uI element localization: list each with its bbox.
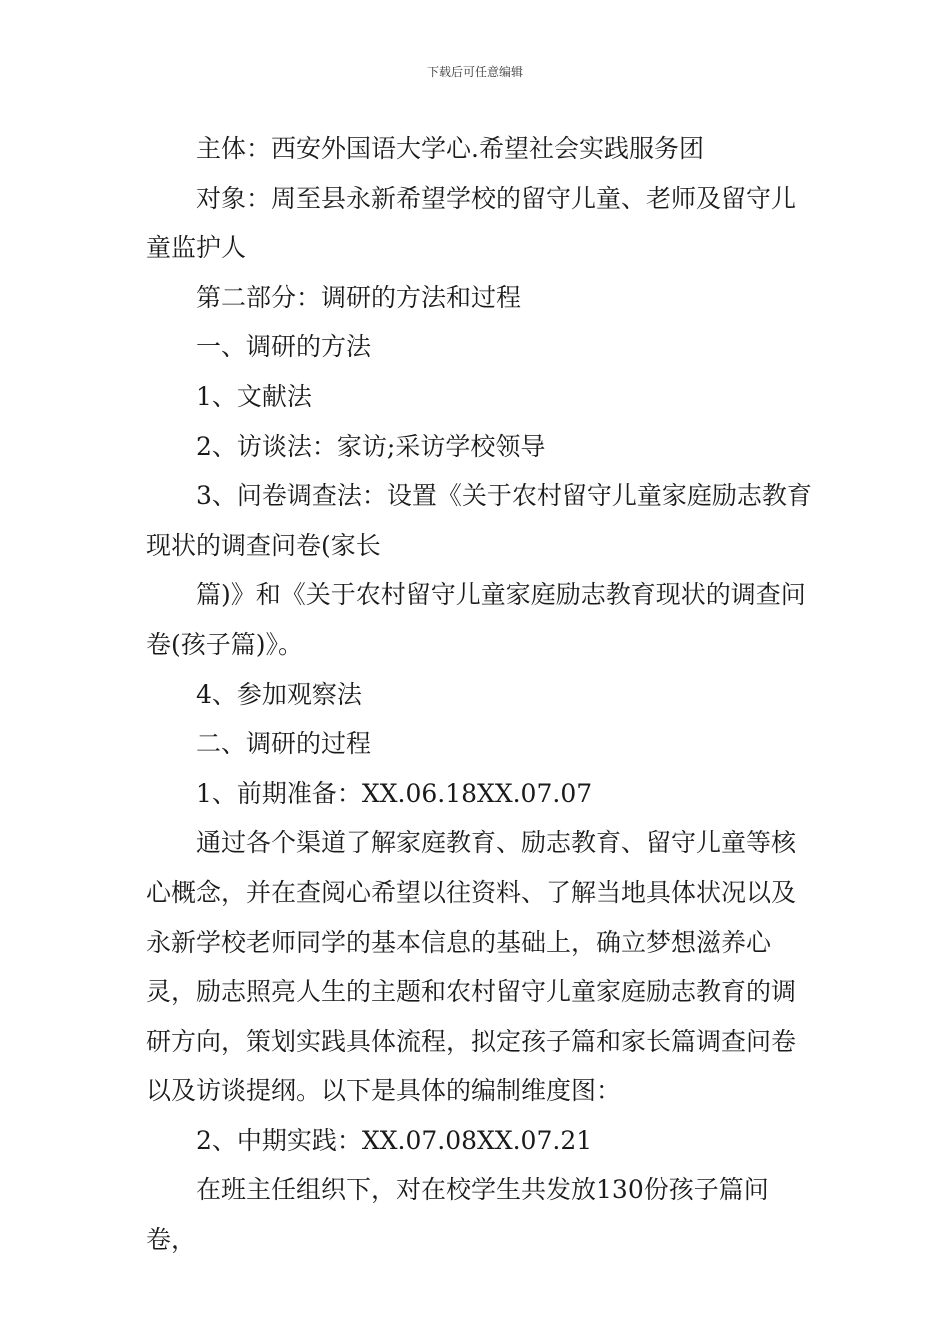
method-item-interview: 2、访谈法：家访;采访学校领导 (196, 431, 546, 461)
process-item-preparation: 1、前期准备：XX.06.18XX.07.07 (196, 778, 593, 808)
subsection-heading-process: 二、调研的过程 (196, 729, 372, 759)
process-item-practice: 2、中期实践：XX.07.08XX.07.21 (196, 1125, 593, 1155)
method-item-observation: 4、参加观察法 (196, 679, 362, 709)
method-item-questionnaire: 3、问卷调查法：设置《关于农村留守儿童家庭励志教育现状的调查问卷(家长 (146, 481, 812, 560)
subsection-heading-methods: 一、调研的方法 (196, 332, 372, 362)
method-item-questionnaire-continued: 篇)》和《关于农村留守儿童家庭励志教育现状的调查问卷(孩子篇)》。 (146, 580, 806, 659)
document-body (146, 124, 814, 1265)
paragraph-subject: 主体：西安外国语大学心.希望社会实践服务团 (196, 134, 704, 163)
paragraph-preparation-detail: 通过各个渠道了解家庭教育、励志教育、留守儿童等核心概念，并在查阅心希望以往资料、了解当地具体状况以及永新学校老师同学的基本信息的基础上，确立梦想滋养心灵，励志照亮人生的主题和农村留守儿童家庭励志教育的调研方向，策划实践具体流程，拟定孩子篇和家长篇调查问卷以及访谈提纲。以下是具体的编制维度图： (146, 828, 797, 1106)
section-heading-part-two: 第二部分：调研的方法和过程 (196, 282, 522, 312)
paragraph-practice-detail: 在班主任组织下，对在校学生共发放130份孩子篇问卷， (146, 1175, 769, 1255)
paragraph-target: 对象：周至县永新希望学校的留守儿童、老师及留守儿童监护人 (146, 183, 797, 263)
page-header: 下载后可任意编辑 (426, 65, 523, 79)
method-item-literature: 1、文献法 (196, 381, 312, 411)
